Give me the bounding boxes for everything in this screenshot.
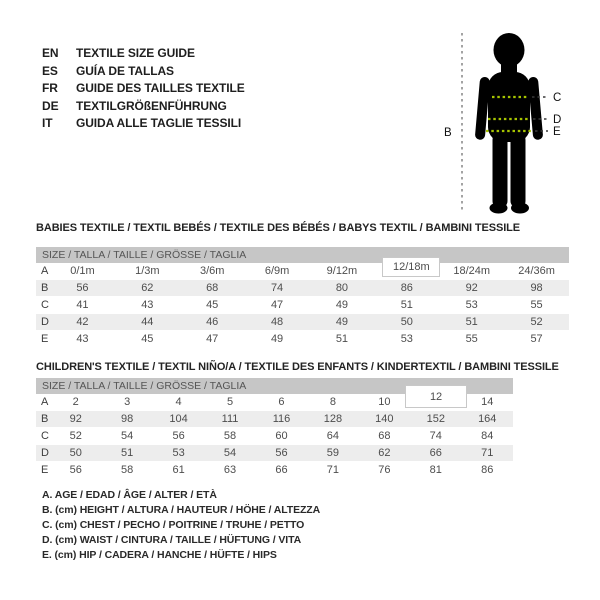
language-code: IT <box>42 116 53 131</box>
babies-size-table <box>36 247 569 347</box>
size-cell: 111 <box>204 411 255 428</box>
language-title: GUIDA ALLE TAGLIE TESSILI <box>76 116 242 131</box>
language-row-en <box>42 45 245 63</box>
size-cell: 46 <box>180 314 245 331</box>
highlighted-size: 12 <box>405 385 467 408</box>
language-code: FR <box>42 81 58 96</box>
label-waist-d: D <box>553 114 562 126</box>
size-cell: 68 <box>180 280 245 297</box>
size-cell: 9/12m <box>326 265 358 277</box>
language-title: TEXTILE SIZE GUIDE <box>76 46 195 60</box>
size-cell: 62 <box>359 445 410 462</box>
size-header-row <box>36 247 569 263</box>
size-cell: 58 <box>121 464 134 476</box>
size-cell: 71 <box>326 464 340 476</box>
row-letter: D <box>36 314 50 331</box>
size-cell: 10 <box>378 396 391 408</box>
size-cell: 55 <box>530 299 543 311</box>
size-header-cell: SIZE / TALLA / TAILLE / GRÖSSE / TAGLIA <box>36 247 569 263</box>
size-cell: 57 <box>530 333 543 345</box>
size-cell: 56 <box>256 445 307 462</box>
size-cell: 6/9m <box>264 265 290 277</box>
size-cell: 61 <box>172 464 185 476</box>
size-cell: 2 <box>72 396 79 408</box>
size-cell: 66 <box>275 464 288 476</box>
row-letter: A <box>41 265 49 277</box>
size-cell: 92 <box>439 280 504 297</box>
label-chest-c: C <box>553 92 562 104</box>
size-row-b <box>36 280 569 297</box>
size-cell: 18/24m <box>453 265 491 277</box>
size-cell: 59 <box>307 445 358 462</box>
size-cell: 152 <box>410 411 461 428</box>
row-letter: A <box>41 396 49 408</box>
language-code: DE <box>42 98 59 113</box>
size-cell <box>374 263 439 280</box>
size-cell: 62 <box>115 280 180 297</box>
row-letter: C <box>41 430 49 442</box>
size-row-e <box>36 462 513 479</box>
row-letter: C <box>41 299 49 311</box>
measurement-legend <box>42 488 320 563</box>
size-cell: 4 <box>175 396 182 408</box>
size-row-e <box>36 331 569 348</box>
size-cell: 63 <box>223 464 237 476</box>
size-cell: 48 <box>245 314 310 331</box>
size-cell: 56 <box>172 430 185 442</box>
size-cell: 41 <box>76 299 89 311</box>
size-cell: 49 <box>335 299 349 311</box>
size-cell: 0/1m <box>70 265 95 277</box>
measurement-figure <box>435 15 585 225</box>
size-cell: 43 <box>76 333 89 345</box>
size-cell: 140 <box>359 411 410 428</box>
row-letter: B <box>36 411 50 428</box>
size-row-c <box>36 428 513 445</box>
size-cell: 50 <box>50 445 101 462</box>
size-cell: 49 <box>270 333 284 345</box>
size-cell: 164 <box>462 411 514 428</box>
size-cell: 86 <box>374 280 439 297</box>
size-cell: 42 <box>50 314 115 331</box>
size-cell: 44 <box>115 314 180 331</box>
size-cell: 45 <box>206 299 219 311</box>
size-cell: 52 <box>504 314 569 331</box>
size-header-cell: SIZE / TALLA / TAILLE / GRÖSSE / TAGLIA <box>36 378 513 394</box>
language-row-it <box>42 115 245 133</box>
size-cell: 74 <box>429 430 442 442</box>
row-letter: E <box>41 464 49 476</box>
size-cell: 68 <box>378 430 391 442</box>
size-cell: 3/6m <box>199 265 225 277</box>
size-cell: 128 <box>307 411 358 428</box>
size-cell: 53 <box>153 445 204 462</box>
size-cell: 51 <box>439 314 504 331</box>
legend-line: E. (cm) HIP / CADERA / HANCHE / HÜFTE / HIPS <box>42 549 277 561</box>
size-row-b <box>36 411 513 428</box>
size-row-a <box>36 263 569 280</box>
language-title: GUÍA DE TALLAS <box>76 63 174 78</box>
child-silhouette-diagram <box>435 15 585 225</box>
size-cell: 56 <box>50 280 115 297</box>
size-cell: 45 <box>141 333 154 345</box>
language-row-de <box>42 98 245 116</box>
size-cell: 51 <box>101 445 152 462</box>
size-cell: 84 <box>481 430 494 442</box>
size-row-d <box>36 314 569 331</box>
language-code: ES <box>42 63 58 78</box>
size-row-d <box>36 445 513 462</box>
size-cell: 8 <box>329 396 336 408</box>
label-height-b: B <box>444 127 452 139</box>
row-letter: E <box>41 333 49 345</box>
size-cell: 55 <box>465 333 478 345</box>
size-cell: 64 <box>326 430 340 442</box>
size-cell: 98 <box>101 411 152 428</box>
size-cell: 54 <box>204 445 255 462</box>
language-title: GUIDE DES TAILLES TEXTILE <box>76 81 245 96</box>
label-hip-e: E <box>553 126 561 138</box>
size-cell: 71 <box>462 445 514 462</box>
size-cell: 3 <box>124 396 131 408</box>
size-cell: 5 <box>226 396 234 408</box>
size-cell: 81 <box>429 464 442 476</box>
size-cell: 14 <box>481 396 494 408</box>
size-cell: 54 <box>121 430 134 442</box>
size-cell: 98 <box>504 280 569 297</box>
legend-line: B. (cm) HEIGHT / ALTURA / HAUTEUR / HÖHE / ALTEZZA <box>42 504 321 516</box>
size-cell: 86 <box>481 464 494 476</box>
children-section-title: CHILDREN'S TEXTILE / TEXTIL NIÑO/A / TEXTILE DES ENFANTS / KINDERTEXTIL / BAMBINI TESSILE <box>36 361 559 373</box>
size-cell: 66 <box>410 445 461 462</box>
size-cell: 60 <box>275 430 288 442</box>
language-title: TEXTILGRÖßENFÜHRUNG <box>76 98 227 113</box>
language-title-block <box>42 45 245 133</box>
size-cell: 58 <box>223 430 237 442</box>
legend-line: C. (cm) CHEST / PECHO / POITRINE / TRUHE / PETTO <box>42 519 305 531</box>
size-cell: 76 <box>378 464 391 476</box>
size-cell: 43 <box>141 299 154 311</box>
size-cell: 116 <box>256 411 307 428</box>
language-row-es <box>42 63 245 81</box>
size-cell: 51 <box>400 299 413 311</box>
row-letter: B <box>36 280 50 297</box>
size-row-c <box>36 297 569 314</box>
size-row-a <box>36 394 513 411</box>
size-cell: 92 <box>50 411 101 428</box>
row-letter: D <box>36 445 50 462</box>
child-silhouette <box>475 33 544 214</box>
language-row-fr <box>42 80 245 98</box>
size-cell: 53 <box>465 299 478 311</box>
size-cell: 51 <box>335 333 349 345</box>
size-cell: 47 <box>206 333 219 345</box>
size-cell: 6 <box>278 396 285 408</box>
size-cell: 52 <box>69 430 82 442</box>
legend-line: A. AGE / EDAD / ÂGE / ALTER / ETÀ <box>42 489 217 501</box>
size-cell: 49 <box>310 314 375 331</box>
legend-line: D. (cm) WAIST / CINTURA / TAILLE / HÜFTUNG / VITA <box>42 534 302 546</box>
size-cell: 24/36m <box>518 265 555 277</box>
size-cell: 104 <box>153 411 204 428</box>
size-cell: 56 <box>69 464 82 476</box>
size-cell: 1/3m <box>135 265 160 277</box>
babies-section-title: BABIES TEXTILE / TEXTIL BEBÉS / TEXTILE DES BÉBÉS / BABYS TEXTIL / BAMBINI TESSILE <box>36 222 521 234</box>
size-cell: 74 <box>245 280 310 297</box>
size-cell <box>410 390 461 411</box>
size-cell: 47 <box>270 299 284 311</box>
size-cell: 80 <box>310 280 375 297</box>
size-cell: 53 <box>400 333 413 345</box>
size-cell: 50 <box>374 314 439 331</box>
language-code: EN <box>42 46 59 60</box>
highlighted-size: 12/18m <box>382 257 440 277</box>
children-size-table <box>36 378 513 478</box>
